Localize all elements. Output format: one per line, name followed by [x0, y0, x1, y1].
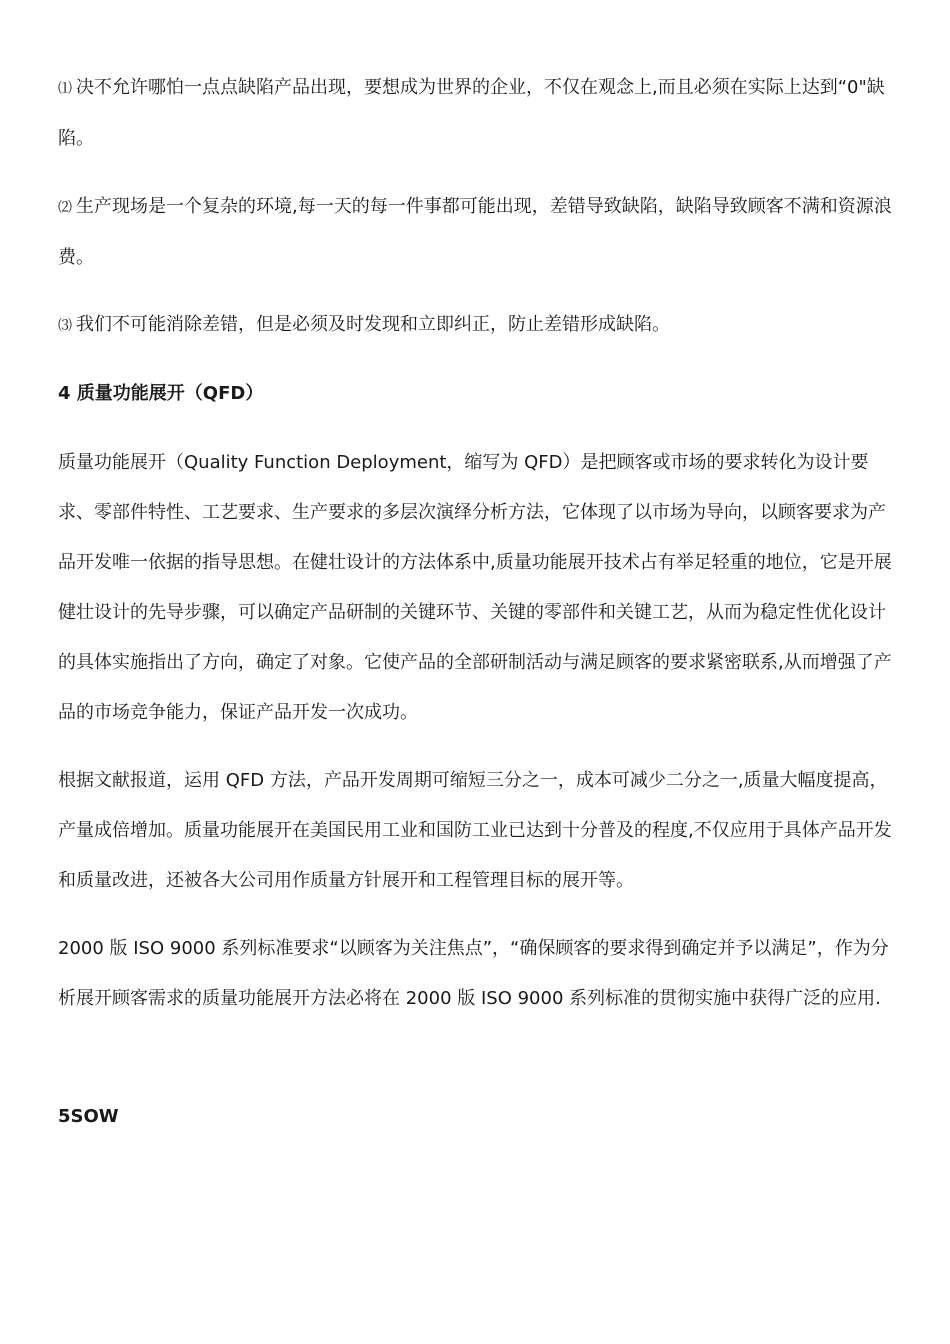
section-4-heading: 4 质量功能展开（QFD）: [58, 383, 264, 404]
section-4-paragraph-2: 根据文献报道，运用 QFD 方法，产品开发周期可缩短三分之一，成本可减少二分之一,质量大幅度提高，产量成倍增加。质量功能展开在美国民用工业和国防工业已达到十分普及的程度,不仅应用于具体产品开发和质量改进，还被各大公司用作质量方针展开和工程管理目标的展开等。: [58, 770, 892, 891]
section-4-paragraph-3: 2000 版 ISO 9000 系列标准要求“以顾客为关注焦点”，“确保顾客的要求得到确定并予以满足”，作为分析展开顾客需求的质量功能展开方法必将在 2000 版 ISO 9000 系列标准的贯彻实施中获得广泛的应用.: [58, 938, 889, 1009]
section-4-paragraph-1: 质量功能展开（Quality Function Deployment，缩写为 QFD）是把顾客或市场的要求转化为设计要求、零部件特性、工艺要求、生产要求的多层次演绎分析方法，它体现了以市场为导向，以顾客要求为产品开发唯一依据的指导思想。在健壮设计的方法体系中,质量功能展开技术占有举足轻重的地位，它是开展健壮设计的先导步骤，可以确定产品研制的关键环节、关键的零部件和关键工艺，从而为稳定性优化设计的具体实施指出了方向，确定了对象。它使产品的全部研制活动与满足顾客的要求紧密联系,从而增强了产品的市场竞争能力，保证产品开发一次成功。: [58, 452, 892, 723]
section-5-heading: 5SOW: [58, 1106, 119, 1127]
item-number: ⑵: [58, 200, 72, 216]
item-number: ⑶: [58, 318, 72, 334]
item-text: 生产现场是一个复杂的环境,每一天的每一件事都可能出现，差错导致缺陷，缺陷导致顾客不满和资源浪费。: [58, 196, 892, 268]
list-item-2: [58, 182, 900, 283]
item-number: ⑴: [58, 81, 72, 97]
list-item-3: [58, 300, 900, 351]
item-text: 决不允许哪怕一点点缺陷产品出现，要想成为世界的企业，不仅在观念上,而且必须在实际上达到“0"缺陷。: [58, 77, 885, 149]
item-text: 我们不可能消除差错，但是必须及时发现和立即纠正，防止差错形成缺陷。: [76, 314, 670, 335]
list-item-1: [58, 63, 900, 164]
